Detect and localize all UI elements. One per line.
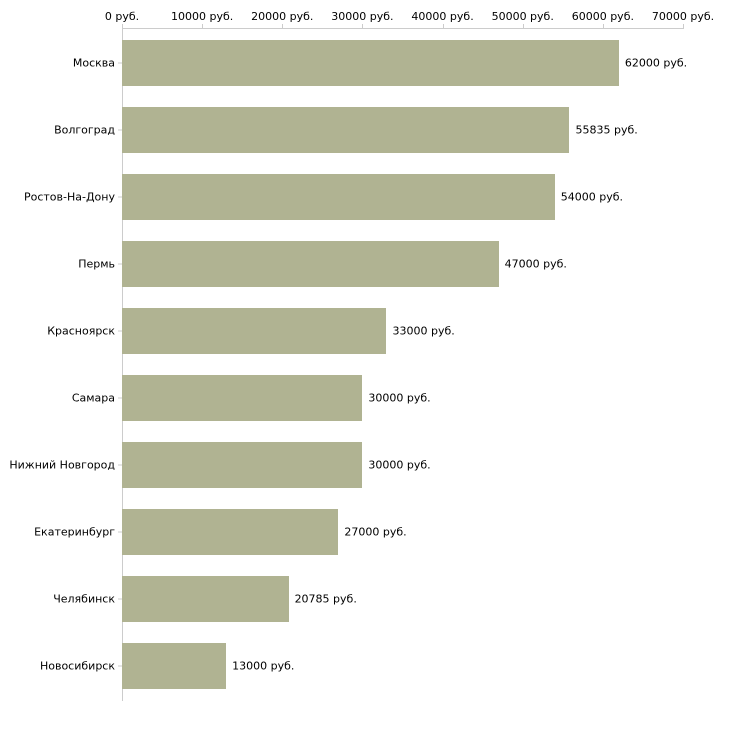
y-axis-category-label: Ростов-На-Дону (23, 190, 115, 204)
bar-value-label: 13000 руб. (232, 659, 295, 673)
x-axis-tick-label: 30000 руб. (331, 10, 394, 23)
x-axis-tick-label: 70000 руб. (651, 10, 715, 23)
bar-value-label: 47000 руб. (504, 257, 567, 271)
y-axis-tick-mark (118, 599, 122, 600)
bar-value-label: 20785 руб. (294, 592, 357, 606)
bar[interactable] (122, 375, 362, 421)
y-axis-tick-mark (118, 330, 122, 331)
bar-value-label: 55835 руб. (575, 123, 638, 137)
y-axis-category-label: Красноярск (47, 324, 115, 338)
bar-row[interactable] (122, 241, 683, 287)
bar[interactable] (122, 40, 619, 86)
y-axis-tick-mark (118, 465, 122, 466)
y-axis-category-label: Новосибирск (39, 659, 115, 673)
y-axis-category-label: Самара (71, 391, 115, 405)
bar[interactable] (122, 576, 289, 622)
y-axis-tick-mark (118, 196, 122, 197)
x-axis-tick-label: 0 руб. (104, 10, 140, 23)
bar-value-label: 62000 руб. (624, 56, 688, 70)
x-axis-tick-label: 40000 руб. (411, 10, 474, 23)
y-axis-category-label: Волгоград (54, 123, 115, 137)
bar-row[interactable] (122, 308, 683, 354)
x-axis-tick-label: 60000 руб. (571, 10, 634, 23)
y-axis-tick-mark (118, 62, 122, 63)
bar-value-label: 27000 руб. (344, 525, 407, 539)
bar-value-label: 33000 руб. (392, 324, 455, 338)
bar[interactable] (122, 174, 555, 220)
bar[interactable] (122, 308, 386, 354)
bar[interactable] (122, 442, 362, 488)
y-axis-category-labels (0, 29, 115, 700)
y-axis-tick-mark (118, 129, 122, 130)
bar-row[interactable] (122, 509, 683, 555)
y-axis-tick-mark (118, 532, 122, 533)
bar-row[interactable] (122, 375, 683, 421)
bar-row[interactable] (122, 40, 688, 86)
bar-row[interactable] (122, 442, 683, 488)
y-axis-category-label: Челябинск (53, 592, 115, 606)
bar-value-label: 54000 руб. (560, 190, 624, 204)
bar-value-label: 30000 руб. (368, 458, 431, 472)
bar[interactable] (122, 643, 226, 689)
bar[interactable] (122, 509, 338, 555)
y-axis-tick-mark (118, 666, 122, 667)
y-axis-tick-mark (118, 263, 122, 264)
bar-row[interactable] (122, 576, 683, 622)
bar-row[interactable] (122, 107, 683, 153)
x-axis-tick-label: 20000 руб. (251, 10, 314, 23)
y-axis-category-label: Пермь (78, 257, 115, 271)
bar[interactable] (122, 241, 499, 287)
x-axis-tick-mark (683, 24, 684, 29)
bar-row[interactable] (122, 174, 683, 220)
x-axis-tick-label: 10000 руб. (171, 10, 234, 23)
bar-row[interactable] (122, 643, 683, 689)
bars-container (122, 29, 688, 700)
y-axis-tick-mark (118, 398, 122, 399)
y-axis-category-label: Екатеринбург (34, 525, 115, 539)
y-axis-category-label: Москва (72, 56, 115, 70)
x-axis-tick-label: 50000 руб. (491, 10, 554, 23)
y-axis-category-label: Нижний Новгород (9, 458, 115, 472)
bar[interactable] (122, 107, 569, 153)
bar-value-label: 30000 руб. (368, 391, 431, 405)
